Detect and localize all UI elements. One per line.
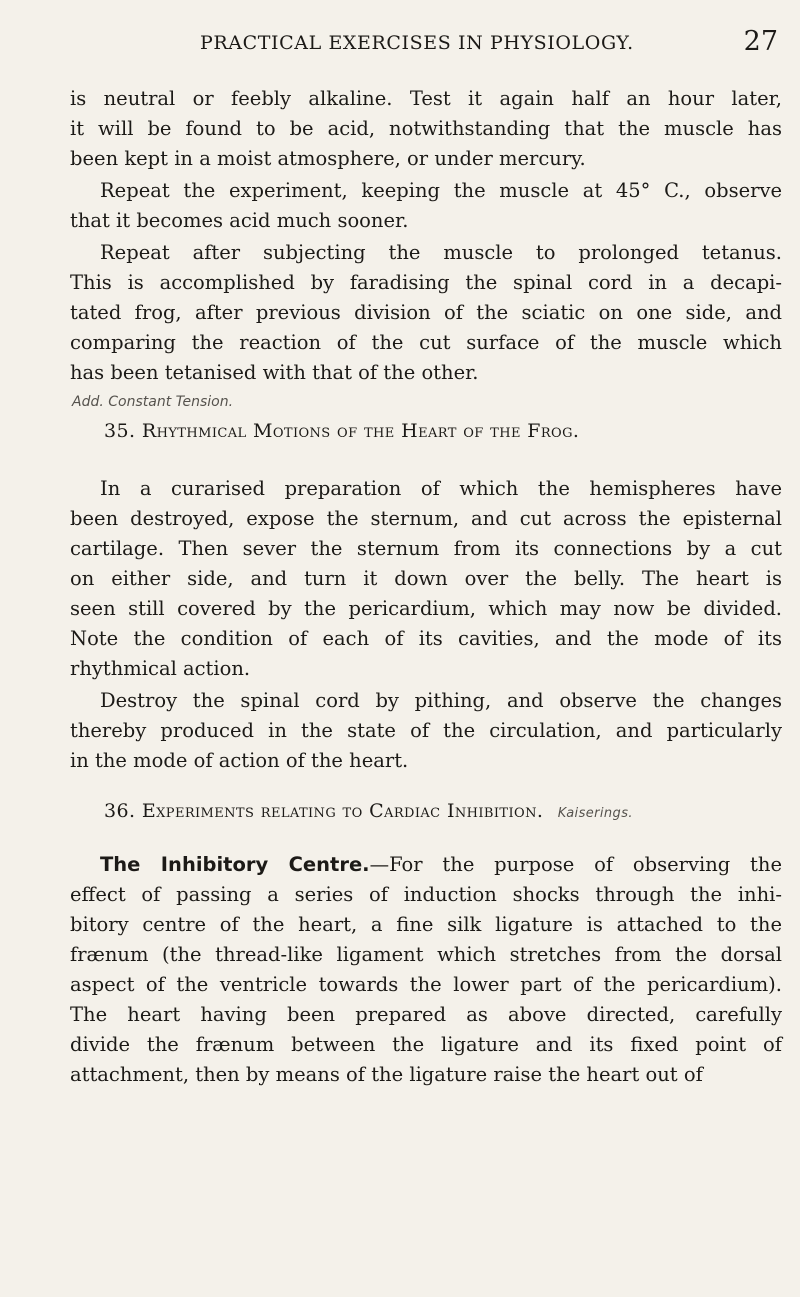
paragraph-4 (70, 474, 782, 684)
text-line: divide the frænum between the ligature and its fixed point of (70, 1033, 782, 1056)
page-number: 27 (743, 26, 778, 57)
section-number: 36. (104, 800, 136, 822)
text-line: on either side, and turn it down over the belly. The heart is (70, 567, 782, 590)
text-line: has been tetanised with that of the other. (70, 361, 479, 384)
text-line: cartilage. Then sever the sternum from its connections by a cut (70, 537, 782, 560)
text-line: In a curarised preparation of which the hemispheres have (100, 477, 782, 500)
section-title: Experiments relating to Cardiac Inhibition. (141, 800, 544, 822)
text-line: thereby produced in the state of the circulation, and particularly (70, 719, 782, 742)
text-line: bitory centre of the heart, a fine silk ligature is attached to the (70, 913, 782, 936)
running-head: PRACTICAL EXERCISES IN PHYSIOLOGY. (200, 32, 634, 54)
text-line: Note the condition of each of its cavities, and the mode of its (70, 627, 782, 650)
text-line: The heart having been prepared as above directed, carefully (70, 1003, 782, 1026)
paragraph-1 (70, 84, 782, 174)
text-line: comparing the reaction of the cut surface of the muscle which (70, 331, 782, 354)
text-line: effect of passing a series of induction shocks through the inhi- (70, 883, 782, 906)
text-line: in the mode of action of the heart. (70, 749, 409, 772)
text-line: seen still covered by the pericardium, which may now be divided. (70, 597, 782, 620)
text-line: it will be found to be acid, notwithstanding that the muscle has (70, 117, 782, 140)
text-line: Repeat after subjecting the muscle to prolonged tetanus. (100, 241, 782, 264)
text-line (70, 850, 782, 880)
text-line: This is accomplished by faradising the spinal cord in a decapi- (70, 271, 782, 294)
paragraph-6 (70, 850, 782, 1090)
text-line: that it becomes acid much sooner. (70, 209, 409, 232)
text-line: is neutral or feebly alkaline. Test it again half an hour later, (70, 87, 782, 110)
run-in-heading: The Inhibitory Centre. (100, 853, 370, 876)
text-run: —For the purpose of observing the (369, 853, 782, 876)
text-line: Repeat the experiment, keeping the muscle at 45° C., observe (100, 179, 782, 202)
text-line: attachment, then by means of the ligature raise the heart out of (70, 1063, 703, 1086)
handwritten-annotation: Kaiserings. (557, 806, 633, 821)
section-36-heading (104, 800, 633, 822)
text-line: tated frog, after previous division of the sciatic on one side, and (70, 301, 782, 324)
text-line: frænum (the thread-like ligament which stretches from the dorsal (70, 943, 782, 966)
text-line: aspect of the ventricle towards the lower part of the pericardium). (70, 973, 782, 996)
section-35-heading (104, 420, 579, 442)
handwritten-annotation: Add. Constant Tension. (72, 394, 234, 410)
section-title: Rhythmical Motions of the Heart of the Frog. (141, 420, 580, 442)
section-number: 35. (104, 420, 136, 442)
paragraph-3 (70, 238, 782, 388)
text-line: Destroy the spinal cord by pithing, and observe the changes (100, 689, 782, 712)
text-line: rhythmical action. (70, 657, 251, 680)
text-line: been kept in a moist atmosphere, or under mercury. (70, 147, 586, 170)
page-header (0, 26, 800, 70)
paragraph-5 (70, 686, 782, 776)
text-line: been destroyed, expose the sternum, and cut across the episternal (70, 507, 782, 530)
paragraph-2 (70, 176, 782, 236)
